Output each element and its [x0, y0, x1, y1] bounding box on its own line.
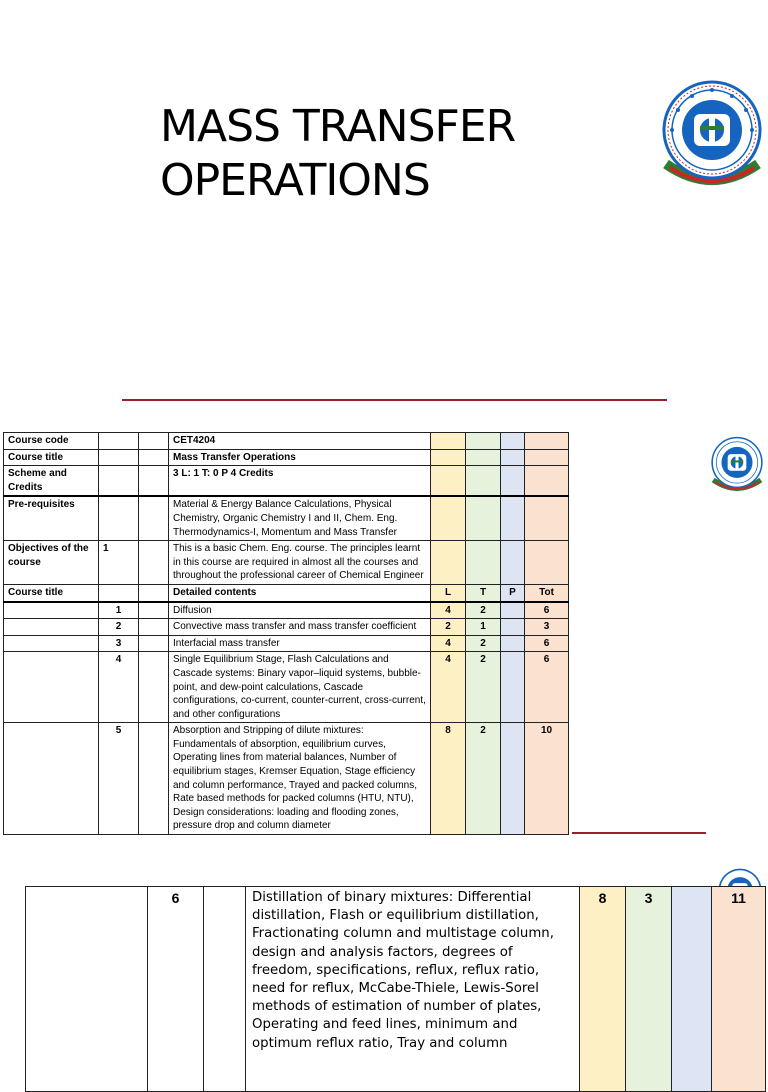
- row-P: [501, 602, 525, 619]
- row-content: Interfacial mass transfer: [169, 635, 431, 652]
- objectives-num: 1: [99, 541, 139, 585]
- row-content: Single Equilibrium Stage, Flash Calculations and Cascade systems: Binary vapor–liquid systems, bubble-point, and dew-point calculations, Cascade configurations, co-current, counter-current, cross-current, and other configurations: [169, 652, 431, 723]
- row-num: 1: [99, 602, 139, 619]
- row-T: 2: [466, 723, 501, 835]
- row-objectives: [4, 541, 569, 585]
- row-P: [501, 652, 525, 723]
- row-content: Absorption and Stripping of dilute mixtures: Fundamentals of absorption, equilibrium curves, Operating lines from material balances, Number of equilibrium stages, Kremser Equation, Stage efficiency and column performance, Trayed and packed columns, Rate based methods for packed columns (HTU, NTU), Design considerations: loading and flooding zones, pressure drop and column diameter: [169, 723, 431, 835]
- prereq-value: Material & Energy Balance Calculations, Physical Chemistry, Organic Chemistry I and II, Chem. Eng. Thermodynamics-I, Momentum and Mass Transfer: [169, 496, 431, 540]
- row-Tot: 6: [525, 602, 569, 619]
- row-T: 3: [626, 887, 672, 1092]
- row-course-title: [4, 449, 569, 466]
- row-course-code: [4, 433, 569, 450]
- table-row: [4, 635, 569, 652]
- row-prerequisites: [4, 496, 569, 540]
- row-L: 4: [431, 635, 466, 652]
- row-num: 5: [99, 723, 139, 835]
- row-scheme: [4, 466, 569, 497]
- course-code-label: Course code: [4, 433, 99, 450]
- slide-title-line-1: MASS TRANSFER: [160, 101, 516, 152]
- objectives-value: This is a basic Chem. Eng. course. The principles learnt in this course are required in almost all the courses and throughout the professional career of Chemical Engineer: [169, 541, 431, 585]
- row-num: 4: [99, 652, 139, 723]
- row-P: [501, 619, 525, 636]
- header-Tot: Tot: [525, 584, 569, 601]
- course-title-label: Course title: [4, 449, 99, 466]
- table-row: [4, 652, 569, 723]
- header-P: P: [501, 584, 525, 601]
- row-P: [672, 887, 712, 1092]
- course-title-value: Mass Transfer Operations: [169, 449, 431, 466]
- table-row: [4, 602, 569, 619]
- row-L: 4: [431, 602, 466, 619]
- prereq-label: Pre-requisites: [4, 496, 99, 540]
- course-code-value: CET4204: [169, 433, 431, 450]
- row-T: 2: [466, 652, 501, 723]
- row-Tot: 3: [525, 619, 569, 636]
- row-Tot: 11: [712, 887, 766, 1092]
- row-T: 1: [466, 619, 501, 636]
- row-num: 3: [99, 635, 139, 652]
- table-row: [4, 723, 569, 835]
- row-L: 8: [431, 723, 466, 835]
- row-num: 6: [148, 887, 204, 1092]
- row-header: [4, 584, 569, 601]
- row-P: [501, 635, 525, 652]
- row-L: 2: [431, 619, 466, 636]
- row-Tot: 6: [525, 652, 569, 723]
- row-content: Distillation of binary mixtures: Differential distillation, Flash or equilibrium distillation, Fractionating column and multistage column, design and analysis factors, degrees of freedom, specifications, reflux, reflux ratio, need for reflux, McCabe-Thiele, Lewis-Sorel methods of estimation of number of plates, Operating and feed lines, minimum and optimum reflux ratio, Tray and column: [246, 887, 580, 1092]
- institute-logo-small: [708, 434, 766, 494]
- syllabus-table: [3, 432, 569, 835]
- row-content: Diffusion: [169, 602, 431, 619]
- row-L: 8: [580, 887, 626, 1092]
- header-detailed-contents: Detailed contents: [169, 584, 431, 601]
- syllabus-table-continued: [25, 886, 766, 1092]
- header-L: L: [431, 584, 466, 601]
- row-P: [501, 723, 525, 835]
- objectives-label: Objectives of the course: [4, 541, 99, 585]
- divider-line-short: [572, 832, 706, 834]
- divider-line: [122, 399, 667, 401]
- scheme-label: Scheme and Credits: [4, 466, 99, 497]
- slide-title: [160, 100, 600, 208]
- row-content: Convective mass transfer and mass transfer coefficient: [169, 619, 431, 636]
- slide-title-line-2: OPERATIONS: [160, 155, 430, 206]
- row-num: 2: [99, 619, 139, 636]
- row-Tot: 6: [525, 635, 569, 652]
- table-row: [4, 619, 569, 636]
- header-course-title: Course title: [4, 584, 99, 601]
- scheme-value: 3 L: 1 T: 0 P 4 Credits: [169, 466, 431, 497]
- row-L: 4: [431, 652, 466, 723]
- header-T: T: [466, 584, 501, 601]
- table-row: [26, 887, 766, 1092]
- institute-logo: [656, 76, 768, 190]
- row-T: 2: [466, 602, 501, 619]
- row-T: 2: [466, 635, 501, 652]
- row-Tot: 10: [525, 723, 569, 835]
